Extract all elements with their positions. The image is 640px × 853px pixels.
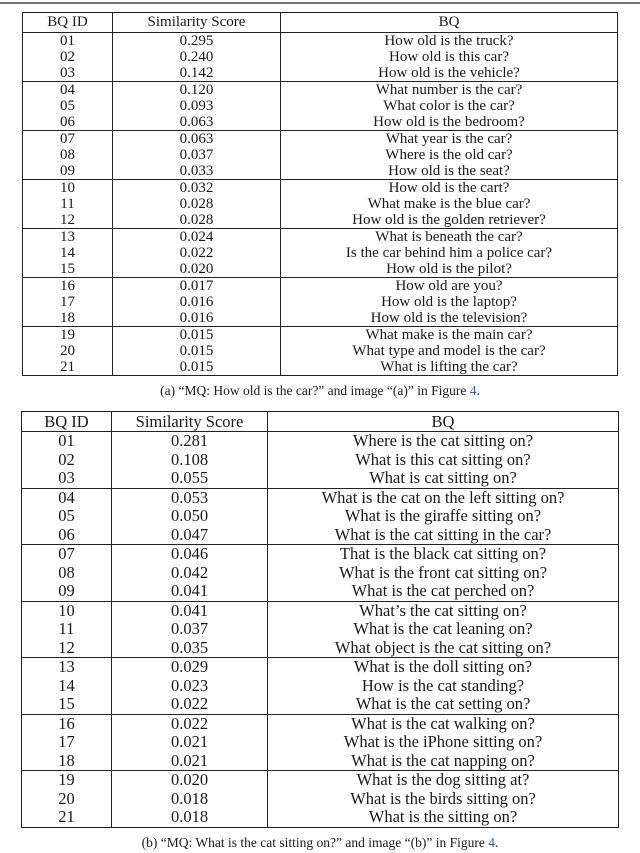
similarity-score-cell: 0.028 bbox=[113, 196, 281, 212]
similarity-score-cell: 0.295 bbox=[113, 33, 281, 50]
bq-id-cell: 21 bbox=[22, 808, 112, 827]
caption-suffix: . bbox=[494, 834, 499, 850]
table-a bbox=[22, 12, 618, 376]
table-row bbox=[22, 526, 619, 545]
bq-text-cell: What is the cat walking on? bbox=[268, 714, 619, 733]
bq-id-cell: 06 bbox=[23, 114, 113, 131]
bq-text-cell: What year is the car? bbox=[281, 131, 618, 148]
similarity-score-cell: 0.050 bbox=[112, 507, 268, 526]
table-row bbox=[23, 327, 618, 344]
bq-id-cell: 18 bbox=[23, 310, 113, 327]
bq-text-cell: What make is the blue car? bbox=[281, 196, 618, 212]
bq-id-cell: 18 bbox=[22, 752, 112, 771]
similarity-score-cell: 0.015 bbox=[113, 343, 281, 359]
table-row bbox=[23, 49, 618, 65]
table-row bbox=[22, 714, 619, 733]
caption-suffix: . bbox=[476, 383, 480, 398]
table-row bbox=[23, 310, 618, 327]
bq-id-cell: 10 bbox=[22, 601, 112, 620]
bq-id-cell: 01 bbox=[22, 432, 112, 451]
bq-id-cell: 02 bbox=[22, 451, 112, 470]
bq-id-cell: 09 bbox=[22, 582, 112, 601]
table-row bbox=[23, 278, 618, 295]
bq-text-cell: How old is the bedroom? bbox=[281, 114, 618, 131]
bq-text-cell: What is the cat setting on? bbox=[268, 695, 619, 714]
table-row bbox=[23, 245, 618, 261]
similarity-score-cell: 0.023 bbox=[112, 677, 268, 696]
bq-id-cell: 20 bbox=[23, 343, 113, 359]
table-row bbox=[23, 114, 618, 131]
similarity-score-cell: 0.042 bbox=[112, 564, 268, 583]
bq-text-cell: How old is the golden retriever? bbox=[281, 212, 618, 229]
table-row bbox=[22, 432, 619, 451]
table-row bbox=[22, 771, 619, 790]
table-row bbox=[22, 545, 619, 564]
table-row bbox=[23, 131, 618, 148]
bq-id-cell: 11 bbox=[22, 620, 112, 639]
table-row bbox=[23, 33, 618, 50]
figure-ref-link[interactable]: 4 bbox=[488, 834, 495, 850]
bq-text-cell: What is the doll sitting on? bbox=[268, 658, 619, 677]
header-similarity-score: Similarity Score bbox=[113, 13, 281, 33]
similarity-score-cell: 0.108 bbox=[112, 451, 268, 470]
similarity-score-cell: 0.037 bbox=[113, 147, 281, 163]
bq-id-cell: 13 bbox=[22, 658, 112, 677]
similarity-score-cell: 0.033 bbox=[113, 163, 281, 180]
similarity-score-cell: 0.022 bbox=[112, 714, 268, 733]
table-row bbox=[22, 790, 619, 809]
similarity-score-cell: 0.017 bbox=[113, 278, 281, 295]
bq-text-cell: What make is the main car? bbox=[281, 327, 618, 344]
bq-id-cell: 04 bbox=[22, 488, 112, 507]
bq-text-cell: How old is the laptop? bbox=[281, 294, 618, 310]
similarity-score-cell: 0.035 bbox=[112, 639, 268, 658]
bq-id-cell: 19 bbox=[22, 771, 112, 790]
bq-id-cell: 04 bbox=[23, 82, 113, 99]
bq-text-cell: Is the car behind him a police car? bbox=[281, 245, 618, 261]
bq-text-cell: That is the black cat sitting on? bbox=[268, 545, 619, 564]
similarity-score-cell: 0.120 bbox=[113, 82, 281, 99]
table-row bbox=[22, 752, 619, 771]
bq-text-cell: What is lifting the car? bbox=[281, 359, 618, 376]
table-row bbox=[22, 507, 619, 526]
table-row bbox=[23, 65, 618, 82]
bq-text-cell: What is the giraffe sitting on? bbox=[268, 507, 619, 526]
figure-ref-link[interactable]: 4 bbox=[469, 383, 477, 398]
similarity-score-cell: 0.281 bbox=[112, 432, 268, 451]
bq-id-cell: 16 bbox=[22, 714, 112, 733]
bq-id-cell: 05 bbox=[23, 98, 113, 114]
table-row bbox=[23, 163, 618, 180]
similarity-score-cell: 0.024 bbox=[113, 229, 281, 246]
bq-text-cell: How old is the seat? bbox=[281, 163, 618, 180]
bq-text-cell: What object is the cat sitting on? bbox=[268, 639, 619, 658]
table-row bbox=[22, 601, 619, 620]
similarity-score-cell: 0.142 bbox=[113, 65, 281, 82]
similarity-score-cell: 0.093 bbox=[113, 98, 281, 114]
caption-a bbox=[0, 382, 640, 399]
bq-id-cell: 14 bbox=[23, 245, 113, 261]
table-row bbox=[22, 639, 619, 658]
table-row bbox=[22, 451, 619, 470]
table-row bbox=[23, 98, 618, 114]
bq-text-cell: What is the cat perched on? bbox=[268, 582, 619, 601]
bq-id-cell: 11 bbox=[23, 196, 113, 212]
similarity-score-cell: 0.015 bbox=[113, 359, 281, 376]
bq-id-cell: 17 bbox=[22, 733, 112, 752]
bq-text-cell: What is the dog sitting at? bbox=[268, 771, 619, 790]
bq-id-cell: 08 bbox=[22, 564, 112, 583]
header-bq: BQ bbox=[268, 412, 619, 432]
bq-text-cell: What’s the cat sitting on? bbox=[268, 601, 619, 620]
bq-id-cell: 06 bbox=[22, 526, 112, 545]
bq-id-cell: 15 bbox=[22, 695, 112, 714]
bq-id-cell: 15 bbox=[23, 261, 113, 278]
table-row bbox=[23, 180, 618, 197]
bq-text-cell: What is the cat sitting in the car? bbox=[268, 526, 619, 545]
bq-text-cell: How old are you? bbox=[281, 278, 618, 295]
similarity-score-cell: 0.018 bbox=[112, 808, 268, 827]
table-row bbox=[23, 196, 618, 212]
table-row bbox=[22, 469, 619, 488]
similarity-score-cell: 0.047 bbox=[112, 526, 268, 545]
table-row bbox=[22, 582, 619, 601]
similarity-score-cell: 0.053 bbox=[112, 488, 268, 507]
bq-id-cell: 14 bbox=[22, 677, 112, 696]
table-row bbox=[22, 695, 619, 714]
bq-text-cell: What type and model is the car? bbox=[281, 343, 618, 359]
table-b bbox=[21, 411, 619, 828]
bq-id-cell: 13 bbox=[23, 229, 113, 246]
bq-text-cell: How old is the vehicle? bbox=[281, 65, 618, 82]
caption-text: (a) “MQ: How old is the car?” and image “(a)” in Figure bbox=[160, 383, 470, 398]
bq-id-cell: 03 bbox=[23, 65, 113, 82]
bq-text-cell: How is the cat standing? bbox=[268, 677, 619, 696]
table-row bbox=[22, 564, 619, 583]
bq-text-cell: How old is the truck? bbox=[281, 33, 618, 50]
bq-text-cell: What is the front cat sitting on? bbox=[268, 564, 619, 583]
similarity-score-cell: 0.041 bbox=[112, 601, 268, 620]
bq-text-cell: What is the cat leaning on? bbox=[268, 620, 619, 639]
similarity-score-cell: 0.020 bbox=[113, 261, 281, 278]
bq-id-cell: 10 bbox=[23, 180, 113, 197]
bq-text-cell: What color is the car? bbox=[281, 98, 618, 114]
table-row bbox=[23, 343, 618, 359]
table-row bbox=[22, 658, 619, 677]
similarity-score-cell: 0.015 bbox=[113, 327, 281, 344]
header-bq-id: BQ ID bbox=[22, 412, 112, 432]
bq-text-cell: What is the birds sitting on? bbox=[268, 790, 619, 809]
table-row bbox=[23, 359, 618, 376]
bq-text-cell: Where is the old car? bbox=[281, 147, 618, 163]
table-row bbox=[22, 808, 619, 827]
table-header-row bbox=[22, 412, 619, 432]
similarity-score-cell: 0.029 bbox=[112, 658, 268, 677]
similarity-score-cell: 0.020 bbox=[112, 771, 268, 790]
table-row bbox=[23, 82, 618, 99]
bq-text-cell: What is beneath the car? bbox=[281, 229, 618, 246]
table-row bbox=[23, 147, 618, 163]
bq-text-cell: What is this cat sitting on? bbox=[268, 451, 619, 470]
similarity-score-cell: 0.037 bbox=[112, 620, 268, 639]
header-similarity-score: Similarity Score bbox=[112, 412, 268, 432]
caption-text: (b) “MQ: What is the cat sitting on?” and image “(b)” in Figure bbox=[141, 834, 489, 850]
bq-id-cell: 07 bbox=[23, 131, 113, 148]
header-bq: BQ bbox=[281, 13, 618, 33]
similarity-score-cell: 0.063 bbox=[113, 114, 281, 131]
table-row bbox=[23, 261, 618, 278]
bq-text-cell: How old is the cart? bbox=[281, 180, 618, 197]
table-row bbox=[23, 212, 618, 229]
bq-id-cell: 01 bbox=[23, 33, 113, 50]
bq-text-cell: How old is this car? bbox=[281, 49, 618, 65]
similarity-score-cell: 0.041 bbox=[112, 582, 268, 601]
bq-id-cell: 05 bbox=[22, 507, 112, 526]
table-header-row bbox=[23, 13, 618, 33]
similarity-score-cell: 0.021 bbox=[112, 752, 268, 771]
bq-id-cell: 09 bbox=[23, 163, 113, 180]
caption-b bbox=[0, 834, 640, 851]
bq-id-cell: 08 bbox=[23, 147, 113, 163]
bq-text-cell: What is the iPhone sitting on? bbox=[268, 733, 619, 752]
similarity-score-cell: 0.016 bbox=[113, 310, 281, 327]
similarity-score-cell: 0.016 bbox=[113, 294, 281, 310]
bq-text-cell: What number is the car? bbox=[281, 82, 618, 99]
bq-id-cell: 02 bbox=[23, 49, 113, 65]
table-row bbox=[22, 677, 619, 696]
similarity-score-cell: 0.028 bbox=[113, 212, 281, 229]
bq-text-cell: What is the sitting on? bbox=[268, 808, 619, 827]
bq-text-cell: How old is the pilot? bbox=[281, 261, 618, 278]
similarity-score-cell: 0.240 bbox=[113, 49, 281, 65]
bq-id-cell: 03 bbox=[22, 469, 112, 488]
bq-id-cell: 12 bbox=[22, 639, 112, 658]
similarity-score-cell: 0.021 bbox=[112, 733, 268, 752]
bq-text-cell: What is the cat napping on? bbox=[268, 752, 619, 771]
table-row bbox=[22, 488, 619, 507]
bq-id-cell: 12 bbox=[23, 212, 113, 229]
bq-id-cell: 19 bbox=[23, 327, 113, 344]
similarity-score-cell: 0.046 bbox=[112, 545, 268, 564]
bq-id-cell: 17 bbox=[23, 294, 113, 310]
table-row bbox=[22, 733, 619, 752]
table-row bbox=[22, 620, 619, 639]
bq-id-cell: 16 bbox=[23, 278, 113, 295]
bq-id-cell: 07 bbox=[22, 545, 112, 564]
bq-text-cell: How old is the television? bbox=[281, 310, 618, 327]
similarity-score-cell: 0.022 bbox=[112, 695, 268, 714]
similarity-score-cell: 0.032 bbox=[113, 180, 281, 197]
bq-text-cell: Where is the cat sitting on? bbox=[268, 432, 619, 451]
similarity-score-cell: 0.018 bbox=[112, 790, 268, 809]
bq-id-cell: 21 bbox=[23, 359, 113, 376]
similarity-score-cell: 0.063 bbox=[113, 131, 281, 148]
bq-id-cell: 20 bbox=[22, 790, 112, 809]
bq-text-cell: What is the cat on the left sitting on? bbox=[268, 488, 619, 507]
table-row bbox=[23, 294, 618, 310]
bq-text-cell: What is cat sitting on? bbox=[268, 469, 619, 488]
header-bq-id: BQ ID bbox=[23, 13, 113, 33]
similarity-score-cell: 0.055 bbox=[112, 469, 268, 488]
table-row bbox=[23, 229, 618, 246]
similarity-score-cell: 0.022 bbox=[113, 245, 281, 261]
